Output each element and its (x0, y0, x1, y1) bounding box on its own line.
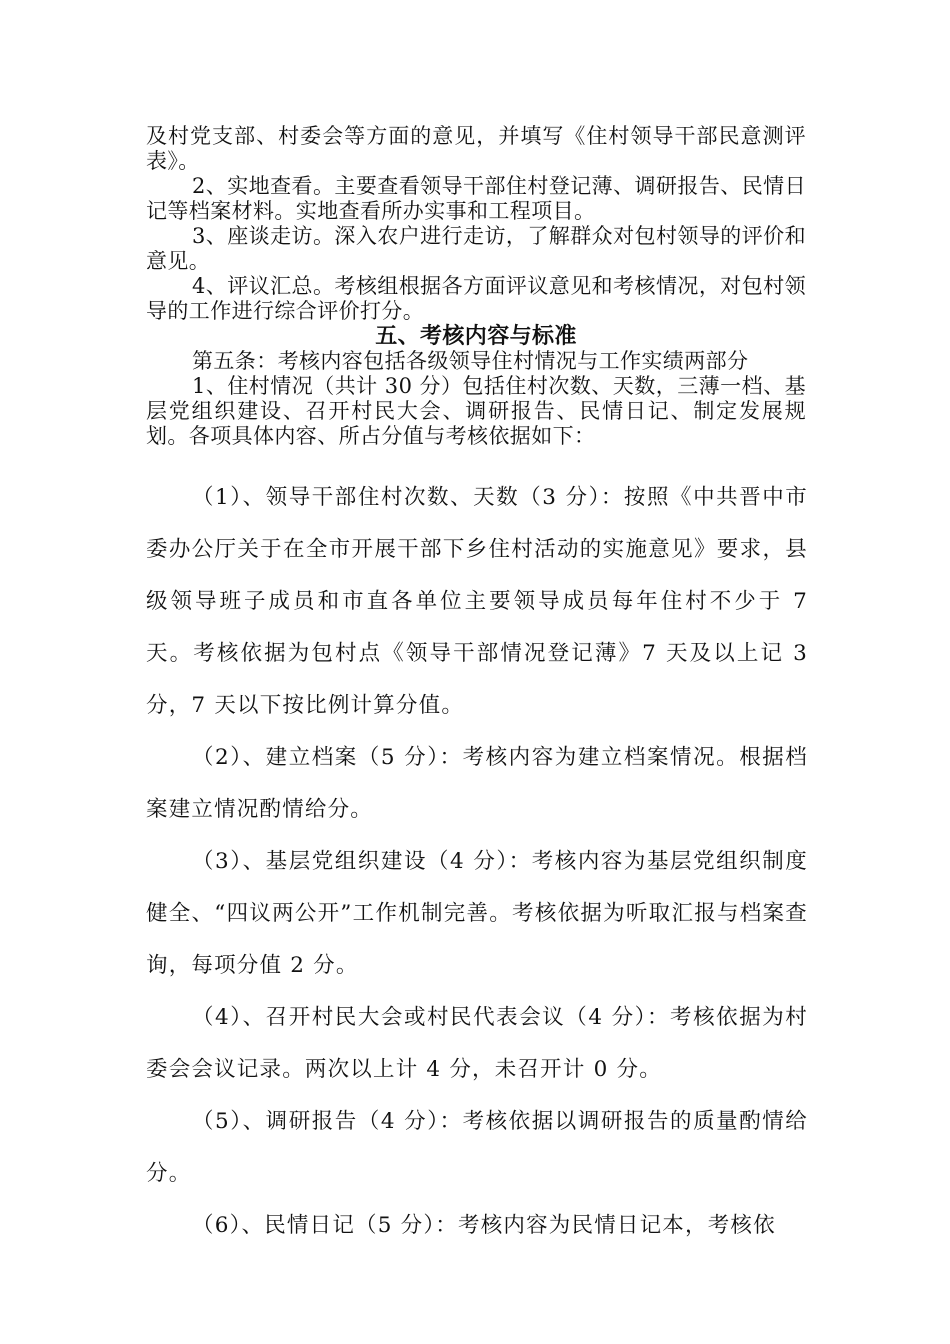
lower-text-block (146, 472, 808, 1252)
item-residence-days: （1）、领导干部住村次数、天数（3 分）：按照《中共晋中市委办公厅关于在全市开展干部下乡住村活动的实施意见》要求，县级领导班子成员和市直各单位主要领导成员每年住村不少于 7 天。考核依据为包村点《领导干部情况登记薄》7 天及以上记 3 分，7 天以下按比例计算分值。 (146, 485, 808, 718)
paragraph-interviews: 3、座谈走访。深入农户进行走访，了解群众对包村领导的评价和意见。 (146, 224, 806, 273)
paragraph-survey: 及村党支部、村委会等方面的意见，并填写《住村领导干部民意测评表》。 (146, 124, 806, 173)
item-party-organization: （3）、基层党组织建设（4 分）：考核内容为基层党组织制度健全、“四议两公开”工作机制完善。考核依据为听取汇报与档案查询，每项分值 2 分。 (146, 849, 808, 978)
paragraph-site-inspection: 2、实地查看。主要查看领导干部住村登记薄、调研报告、民情日记等档案材料。实地查看所办实事和工程项目。 (146, 174, 806, 223)
item-village-meeting: （4）、召开村民大会或村民代表会议（4 分）：考核依据为村委会会议记录。两次以上计 4 分，未召开计 0 分。 (146, 1005, 808, 1082)
item-diary: （6）、民情日记（5 分）：考核内容为民情日记本，考核依 (192, 1213, 776, 1238)
upper-text-block (146, 124, 806, 449)
paragraph-residence-overview: 1、住村情况（共计 30 分）包括住村次数、天数，三薄一档、基层党组织建设、召开村民大会、调研报告、民情日记、制定发展规划。各项具体内容、所占分值与考核依据如下： (146, 374, 806, 448)
item-archives: （2）、建立档案（5 分）：考核内容为建立档案情况。根据档案建立情况酌情给分。 (146, 745, 808, 822)
item-research-report: （5）、调研报告（4 分）：考核依据以调研报告的质量酌情给分。 (146, 1109, 808, 1186)
paragraph-article-five: 第五条：考核内容包括各级领导住村情况与工作实绩两部分 (192, 349, 749, 373)
paragraph-summary: 4、评议汇总。考核组根据各方面评议意见和考核情况，对包村领导的工作进行综合评价打分。 (146, 274, 806, 323)
section-heading: 五、考核内容与标准 (375, 323, 577, 349)
